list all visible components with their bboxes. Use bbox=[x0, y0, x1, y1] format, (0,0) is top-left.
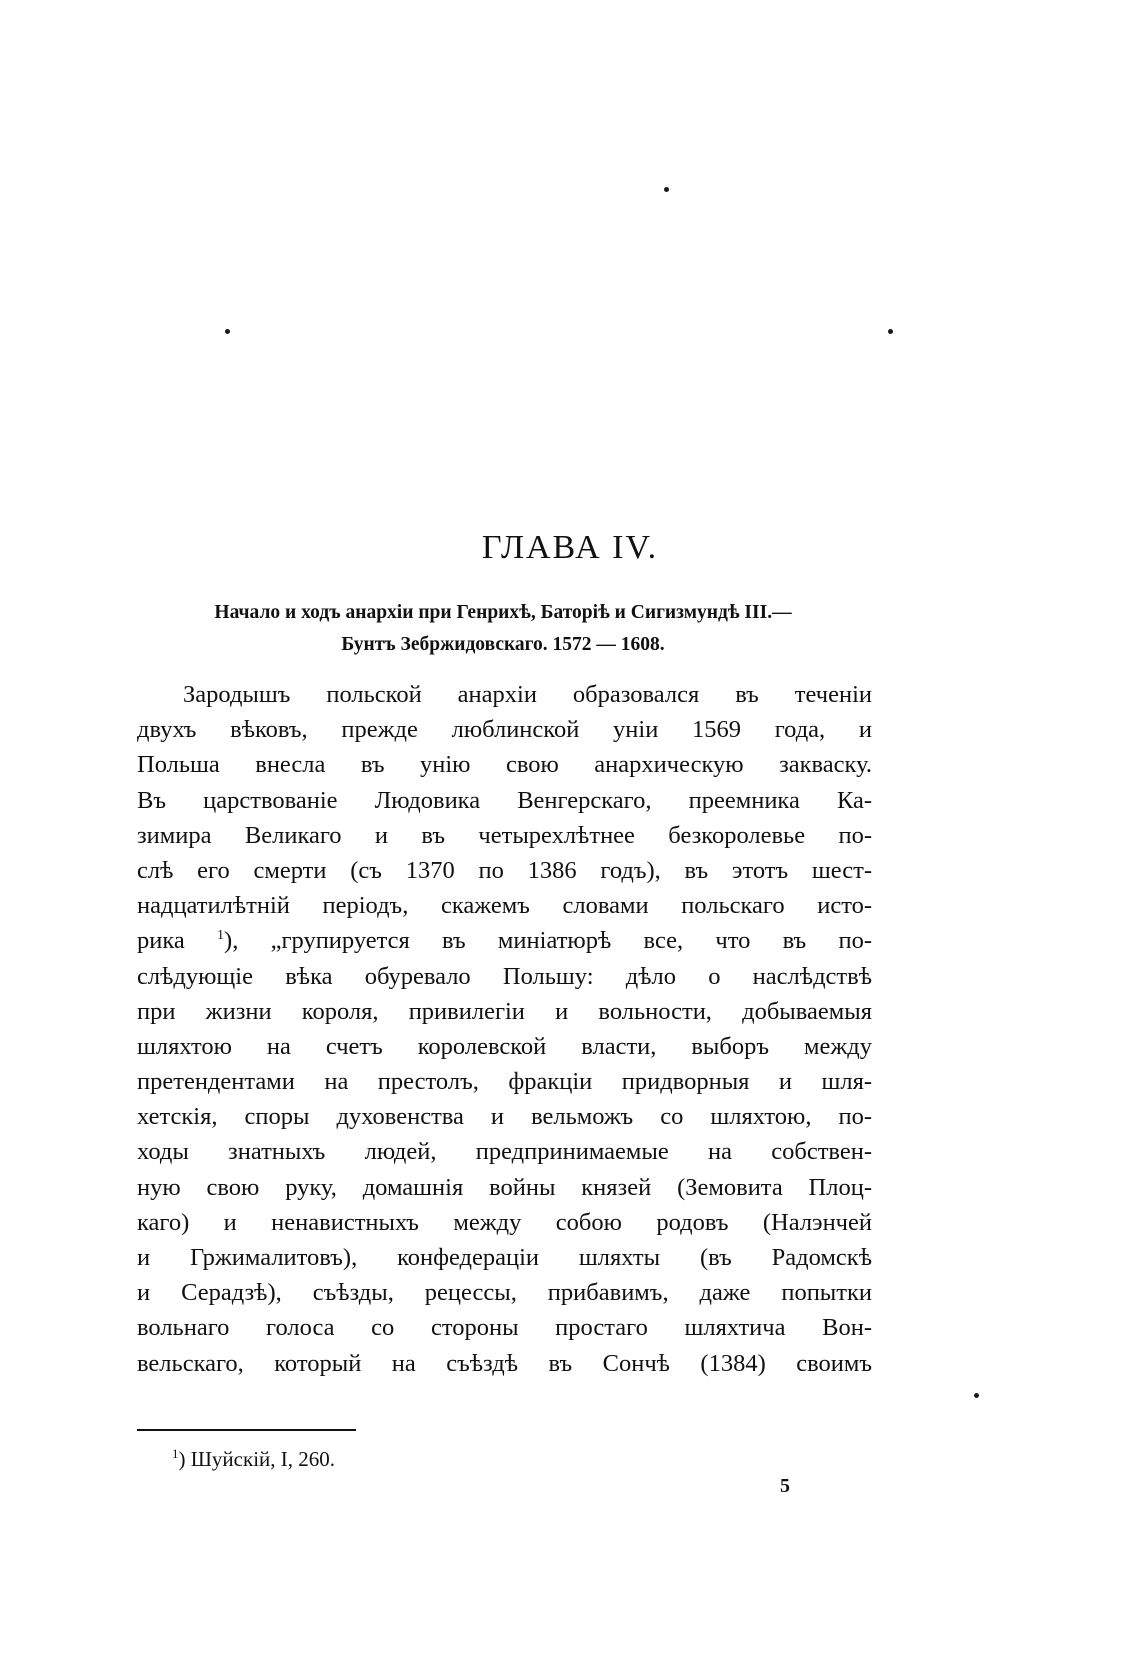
footnote-divider bbox=[137, 1429, 356, 1431]
text-line: слѣ его смерти (съ 1370 по 1386 годъ), въ этотъ шест- bbox=[137, 856, 872, 884]
summary-line: Бунтъ Зебржидовскаго. 1572 — 1608. bbox=[341, 634, 665, 655]
text-line: Польша внесла въ унію свою анархическую закваску. bbox=[137, 751, 872, 779]
text-line: двухъ вѣковъ, прежде люблинской уніи 1569 года, и bbox=[137, 716, 872, 744]
ink-speck bbox=[888, 329, 893, 334]
text-line: ходы знатныхъ людей, предпринимаемые на собствен- bbox=[137, 1138, 872, 1166]
text-line: при жизни короля, привилегіи и вольности, добываемыя bbox=[137, 997, 872, 1025]
text-line: и Серадзѣ), съѣзды, рецессы, прибавимъ, даже попытки bbox=[137, 1279, 872, 1307]
page-number: 5 bbox=[780, 1475, 790, 1497]
text-line: каго) и ненавистныхъ между собою родовъ (Налэнчей bbox=[137, 1208, 872, 1236]
footnote-marker: 1 bbox=[172, 1446, 179, 1461]
text-line: надцатилѣтній періодъ, скажемъ словами польскаго исто- bbox=[137, 892, 872, 920]
ink-speck bbox=[664, 187, 669, 192]
text-line: ную свою руку, домашнія войны князей (Земовита Плоц- bbox=[137, 1173, 872, 1201]
text-line: претендентами на престолъ, фракціи придворныя и шля- bbox=[137, 1068, 872, 1096]
footnote bbox=[172, 1445, 335, 1473]
footnote-reference: 1 bbox=[217, 928, 225, 944]
text-line: шляхтою на счетъ королевской власти, выборъ между bbox=[137, 1032, 872, 1060]
chapter-summary bbox=[135, 597, 871, 661]
text-line: вельскаго, который на съѣздѣ въ Сончѣ (1384) своимъ bbox=[137, 1349, 872, 1377]
ink-speck bbox=[974, 1393, 979, 1398]
summary-line: Начало и ходъ анархіи при Генрихѣ, Баторіѣ и Сигизмундѣ III.— bbox=[214, 602, 792, 623]
chapter-title: ГЛАВА IV. bbox=[481, 529, 659, 566]
text-line: слѣдующіе вѣка обуревало Польшу: дѣло о наслѣдствѣ bbox=[137, 962, 872, 990]
text-line: зимира Великаго и въ четырехлѣтнее безкоролевье по- bbox=[137, 821, 872, 849]
main-text bbox=[137, 677, 872, 1381]
text-line: Въ царствованіе Людовика Венгерскаго, преемника Ка- bbox=[137, 786, 872, 814]
ink-speck bbox=[225, 329, 230, 334]
text-line: хетскія, споры духовенства и вельможъ со шляхтою, по- bbox=[137, 1103, 872, 1131]
text-line: и Гржималитовъ), конфедераціи шляхты (въ Радомскѣ bbox=[137, 1244, 872, 1271]
text-line: вольнаго голоса со стороны простаго шляхтича Вон- bbox=[137, 1314, 872, 1342]
text-line-with-note bbox=[137, 923, 872, 958]
text-line: Зародышъ польской анархіи образовался въ теченіи bbox=[183, 681, 872, 708]
text-fragment: рика bbox=[137, 927, 185, 955]
text-fragment: ), „групируется въ миніатюрѣ все, что въ по- bbox=[224, 927, 872, 955]
footnote-text: ) Шуйскій, I, 260. bbox=[178, 1447, 336, 1471]
